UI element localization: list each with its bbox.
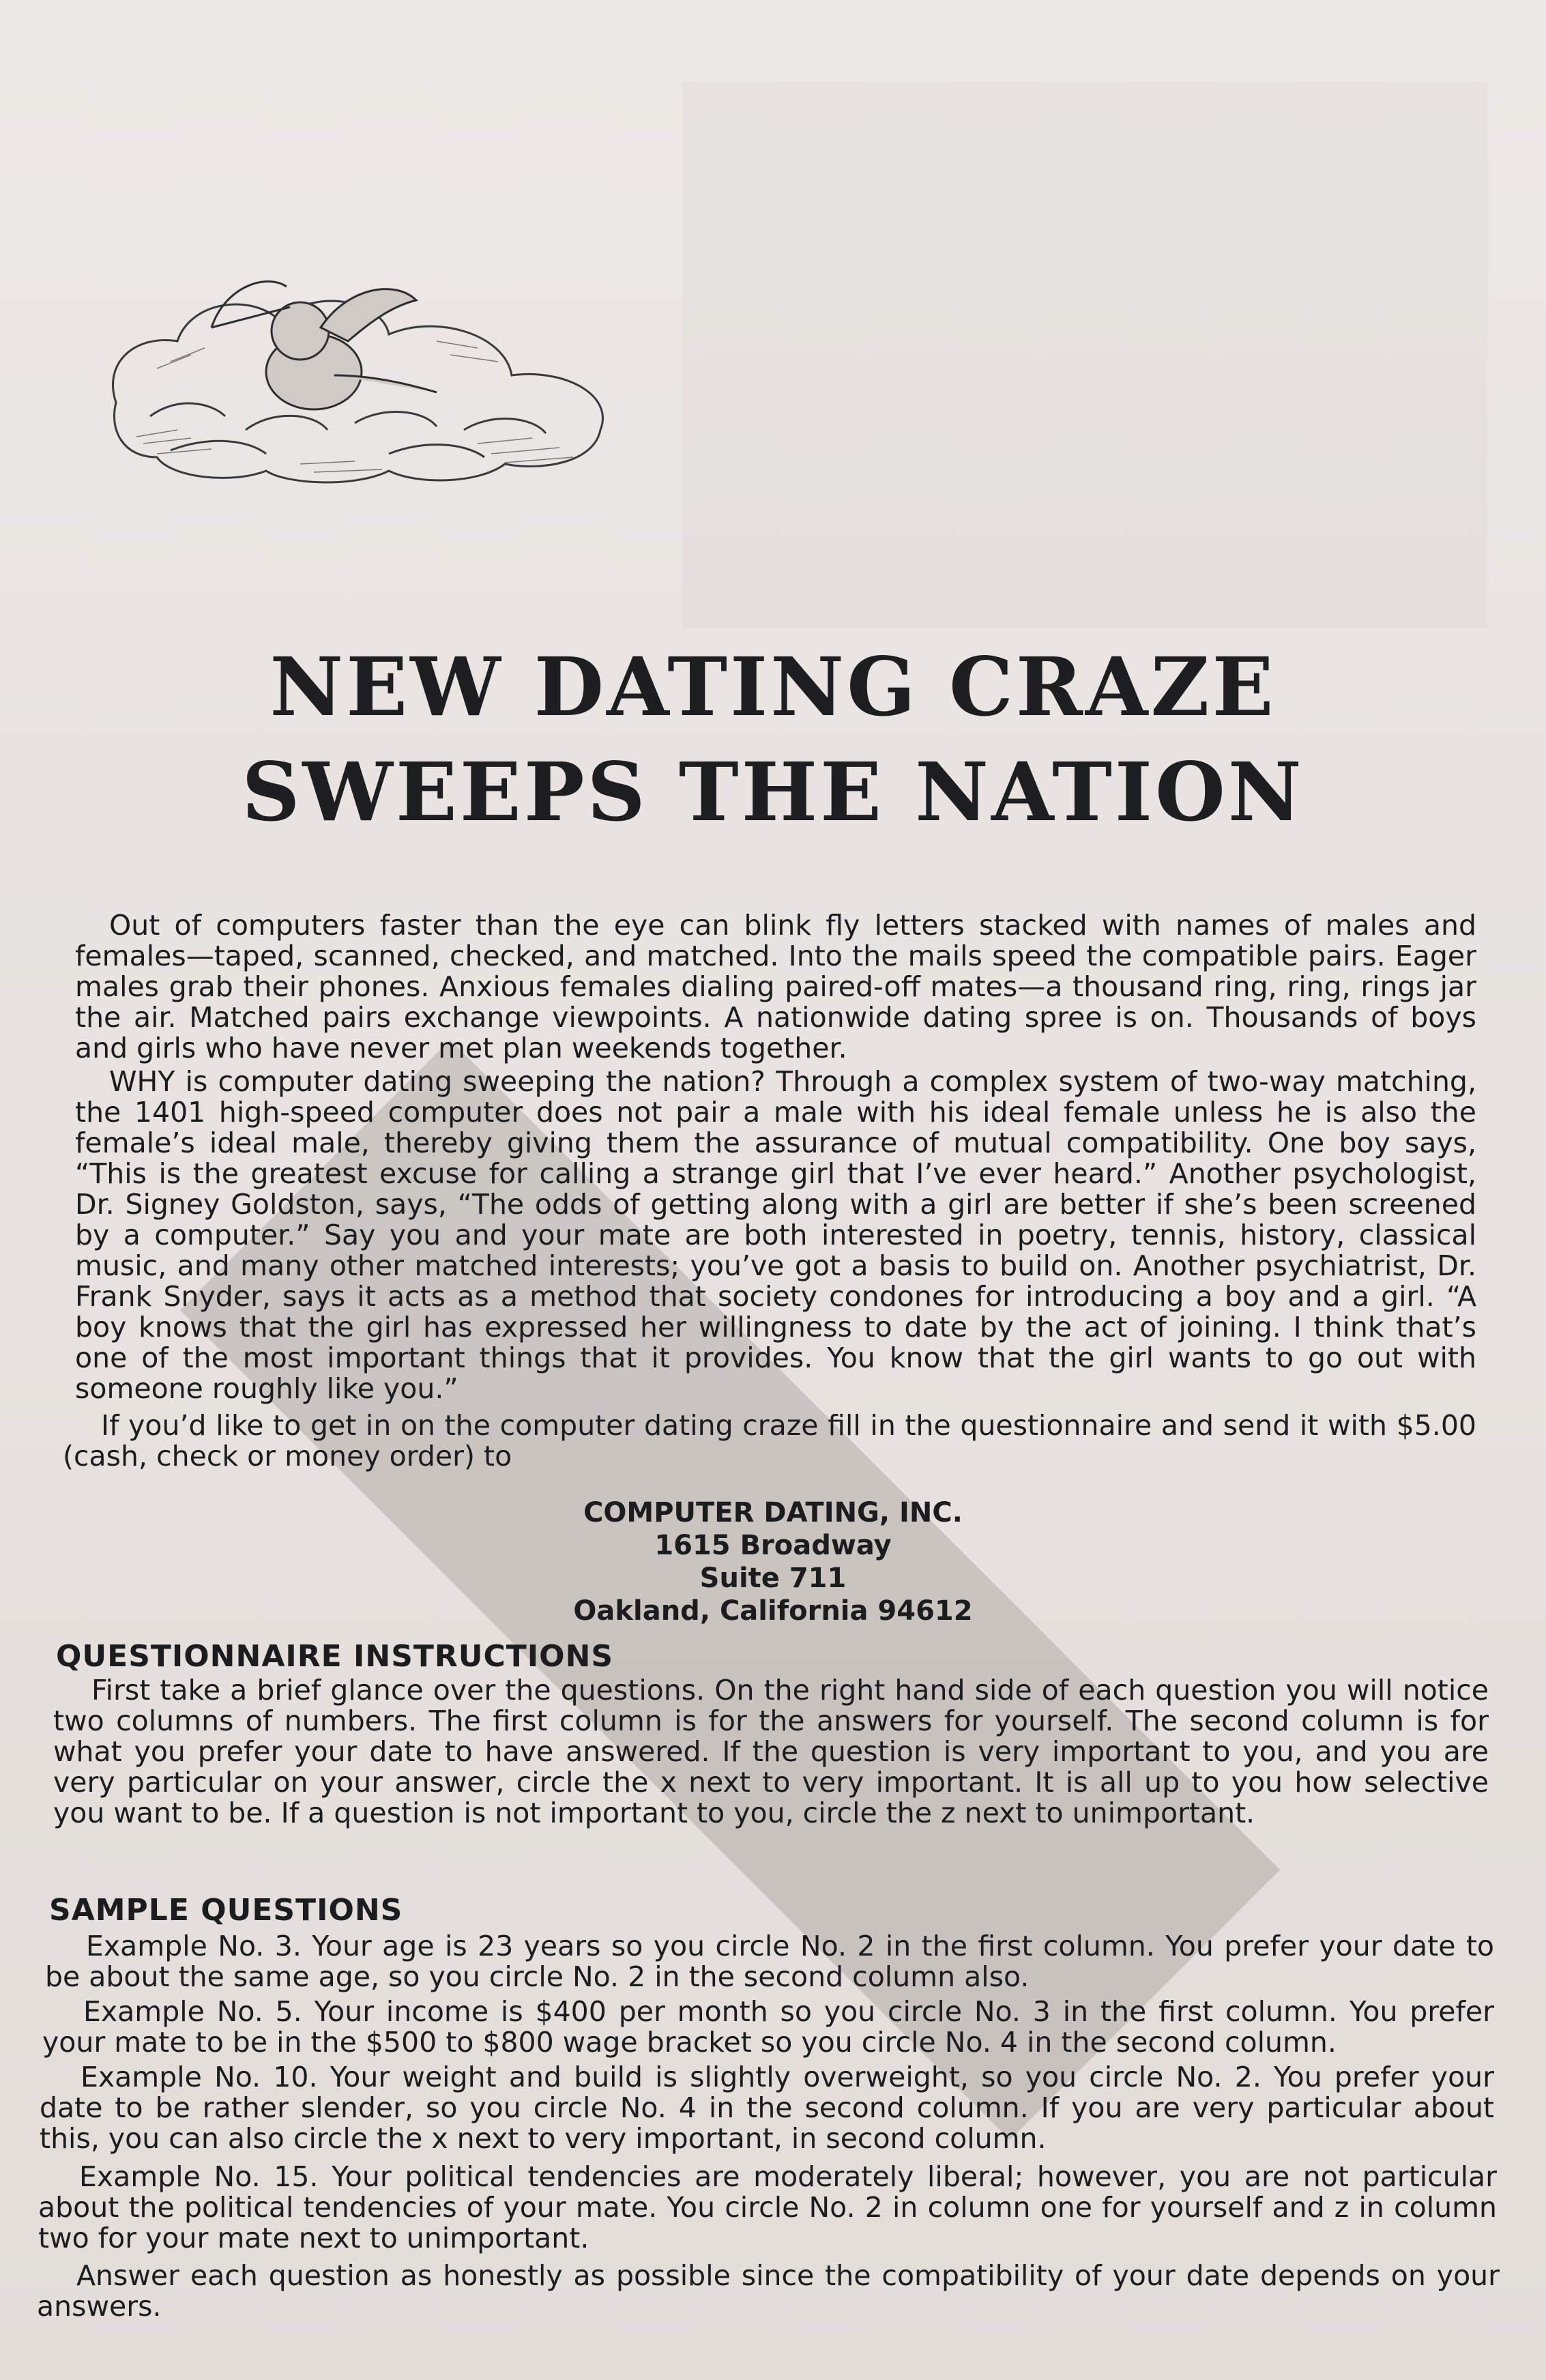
- address-street: 1615 Broadway: [654, 1530, 892, 1561]
- mailing-address: [0, 1496, 1546, 1627]
- instructions-heading: QUESTIONNAIRE INSTRUCTIONS: [56, 1639, 614, 1674]
- address-company: COMPUTER DATING, INC.: [583, 1497, 963, 1528]
- headline-line-1: NEW DATING CRAZE: [269, 639, 1277, 734]
- sample-closing: Answer each question as honestly as possible since the compatibility of your date depends on your answers.: [37, 2259, 1500, 2323]
- sample-example: Example No. 15. Your political tendencies are moderately liberal; however, you are not particular about the political tendencies of your mate. You circle No. 2 in column one for yourself and z in column two for your mate next to unimportant.: [38, 2160, 1497, 2254]
- address-city: Oakland, California 94612: [573, 1595, 973, 1627]
- show-through-shadow: [682, 82, 1487, 628]
- sample-example: Example No. 5. Your income is $400 per month so you circle No. 3 in the first column. You prefer your mate to be in the $500 to $800 wage bracket so you circle No. 4 in the second column.: [42, 1995, 1494, 2059]
- address-suite: Suite 711: [699, 1563, 847, 1594]
- instructions-body: First take a brief glance over the questions. On the right hand side of each question you will notice two columns of numbers. The first column is for the answers for yourself. The second column is for what you prefer your date to have answered. If the question is very important to you, and you are very particular on your answer, circle the x next to very important. It is all up to you how selective you want to be. If a question is not important to you, circle the z next to unimportant.: [53, 1674, 1489, 1829]
- sample-example: Example No. 10. Your weight and build is slightly overweight, so you circle No. 2. You prefer your date to be rather slender, so you circle No. 4 in the second column. If you are very particular about this, you can also circle the x next to very important, in second column.: [40, 2061, 1494, 2155]
- article-paragraph-3: If you’d like to get in on the computer dating craze fill in the questionnaire and send it with $5.00 (cash, check or money order) to: [63, 1409, 1476, 1472]
- article-paragraph-1: Out of computers faster than the eye can blink fly letters stacked with names of males and females—taped, scanned, checked, and matched. Into the mails speed the compatible pairs. Eager males grab their phones. Anxious females dialing paired-off mates—a thousand ring, ring, rings jar the air. Matched pairs exchange viewpoints. A nationwide dating spree is on. Thousands of boys and girls who have never met plan weekends together.: [75, 909, 1476, 1064]
- headline-line-2: SWEEPS THE NATION: [242, 744, 1304, 839]
- cupid-on-cloud-illustration: [96, 259, 641, 491]
- article-paragraph-2: WHY is computer dating sweeping the nation? Through a complex system of two-way matching, the 1401 high-speed computer does not pair a male with his ideal female unless he is also the female’s ideal male, thereby giving them the assurance of mutual compatibility. One boy says, “This is the greatest excuse for calling a strange girl that I’ve ever heard.” Another psychologist, Dr. Signey Goldston, says, “The odds of getting along with a girl are better if she’s been screened by a computer.” Say you and your mate are both interested in poetry, tennis, history, classical music, and many other matched interests; you’ve got a basis to build on. Another psychiatrist, Dr. Frank Snyder, says it acts as a method that society condones for introducing a boy and a girl. “A boy knows that the girl has expressed her willingness to date by the act of joining. I think that’s one of the most important things that it provides. You know that the girl wants to go out with someone roughly like you.”: [75, 1065, 1476, 1405]
- sample-questions-heading: SAMPLE QUESTIONS: [49, 1893, 403, 1928]
- sample-example: Example No. 3. Your age is 23 years so you circle No. 2 in the first column. You prefer your date to be about the same age, so you circle No. 2 in the second column also.: [45, 1930, 1494, 1993]
